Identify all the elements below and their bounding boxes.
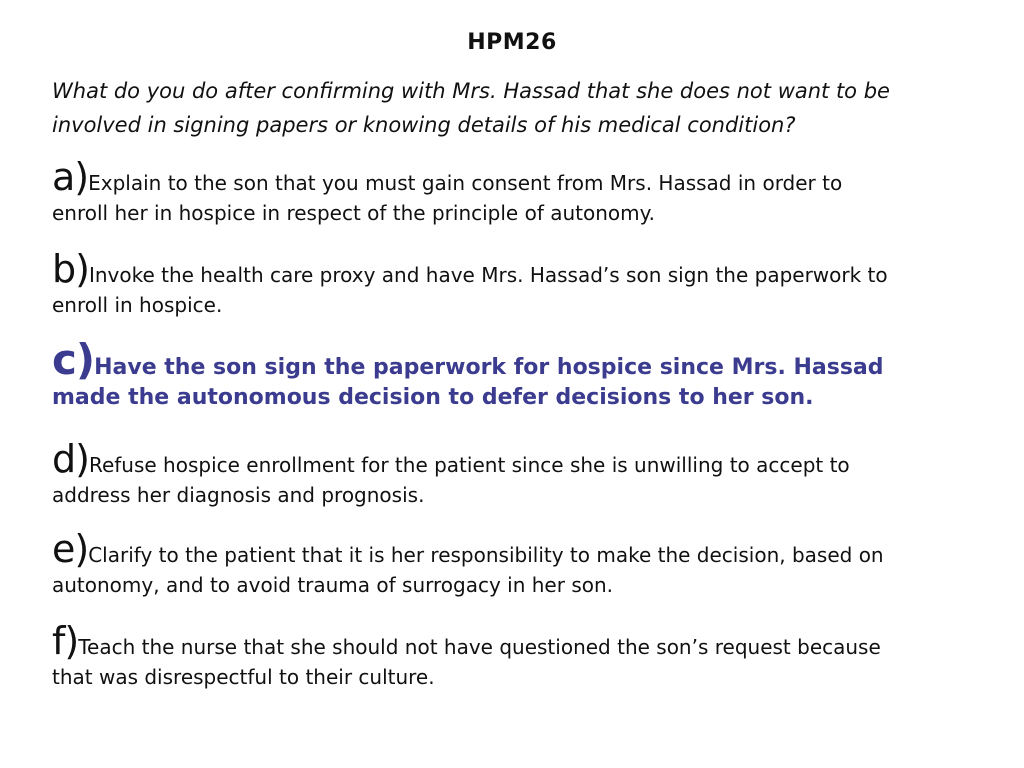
slide-title-text: HPM26 [467, 30, 557, 55]
answer-option-d-text-line2: address her diagnosis and prognosis. [52, 483, 425, 507]
answer-option-b [52, 247, 1002, 321]
answer-option-e-text-line1: Clarify to the patient that it is her responsibility to make the decision, based on [88, 543, 884, 567]
question-text: What do you do after confirming with Mrs. Hassad that she does not want to be involved in signing papers or knowing details of his medical condition? [52, 79, 890, 137]
answer-option-e [52, 527, 1002, 601]
answer-option-e-first-line [52, 527, 1002, 571]
answer-option-c-correct [52, 335, 1002, 414]
answer-option-b-text-line1: Invoke the health care proxy and have Mrs. Hassad’s son sign the paperwork to [88, 263, 888, 287]
answer-option-d-text-line1: Refuse hospice enrollment for the patient since she is unwilling to accept to [88, 453, 850, 477]
answer-option-a-text-line1: Explain to the son that you must gain consent from Mrs. Hassad in order to [88, 171, 843, 195]
answer-option-d [52, 437, 1002, 511]
answer-option-b-letter: b) [52, 247, 89, 291]
answer-option-f-text-line2: that was disrespectful to their culture. [52, 665, 435, 689]
answer-option-a-text-line2: enroll her in hospice in respect of the principle of autonomy. [52, 201, 655, 225]
answer-option-f-letter: f) [52, 619, 79, 663]
answer-option-c-text-line1: Have the son sign the paperwork for hospice since Mrs. Hassad [94, 355, 884, 380]
answer-option-e-text-line2: autonomy, and to avoid trauma of surrogacy in her son. [52, 573, 614, 597]
answer-option-d-first-line [52, 437, 1002, 481]
answer-option-b-first-line [52, 247, 1002, 291]
answer-option-c-letter: c) [52, 335, 95, 384]
answer-option-f-first-line [52, 619, 1002, 663]
answer-option-a [52, 155, 1002, 229]
answer-option-e-letter: e) [52, 527, 89, 571]
answer-option-d-letter: d) [52, 437, 89, 481]
slide-title [0, 30, 1024, 55]
answer-option-f-text-line1: Teach the nurse that she should not have questioned the son’s request because [78, 635, 881, 659]
answer-option-a-first-line [52, 155, 1002, 199]
answer-option-b-text-line2: enroll in hospice. [52, 293, 223, 317]
answer-option-a-letter: a) [52, 155, 89, 199]
answer-option-f [52, 619, 1002, 693]
answer-option-c-text-line2: made the autonomous decision to defer decisions to her son. [52, 385, 814, 410]
answer-option-c-first-line [52, 335, 1002, 384]
